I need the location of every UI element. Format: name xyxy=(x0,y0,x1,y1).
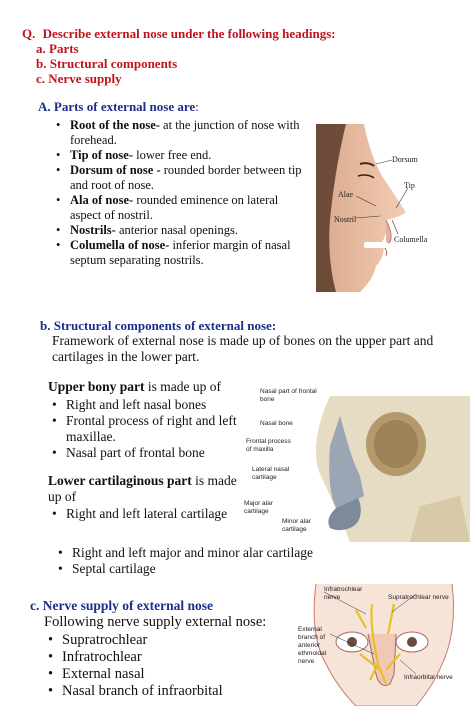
nerve-figure xyxy=(296,584,468,706)
question-prefix: Q. xyxy=(22,26,36,41)
list-item: • Right and left major and minor alar cartilage xyxy=(54,545,454,561)
lower-list xyxy=(48,506,244,522)
label-columella: Columella xyxy=(394,235,428,244)
list-item: • Root of the nose- at the junction of nose with forehead. xyxy=(52,118,310,148)
list-item: • Columella of nose- inferior margin of nasal septum separating nostrils. xyxy=(52,238,310,268)
section-c-title: c. Nerve supply of external nose xyxy=(30,598,213,613)
section-a-title: A. Parts of external nose are xyxy=(38,99,196,114)
heading-c: c. Nerve supply xyxy=(36,71,122,86)
label-nostril: Nostril xyxy=(334,215,357,224)
nerve-list xyxy=(44,632,294,700)
skull-figure xyxy=(240,388,470,542)
label-infraorbital: Infraorbital nerve xyxy=(404,674,453,681)
lower-heading: Lower cartilaginous part xyxy=(48,473,192,488)
list-item: • Tip of nose- lower free end. xyxy=(52,148,310,163)
list-item: • External nasal xyxy=(44,666,294,683)
label-major-alar: Major alar cartilage xyxy=(244,500,273,515)
list-item: • Nasal branch of infraorbital xyxy=(44,683,294,700)
section-a-title-row xyxy=(38,99,199,115)
list-item: • Right and left nasal bones xyxy=(48,397,238,413)
label-nasal-part-frontal: Nasal part of frontal bone xyxy=(260,388,317,403)
lower-suffix: is made up of xyxy=(48,473,237,504)
parts-list xyxy=(52,118,310,268)
label-alae: Alae xyxy=(338,190,354,199)
section-b-title: b. Structural components of external nose: xyxy=(40,318,277,333)
section-c-intro: Following nerve supply external nose: xyxy=(44,614,267,630)
list-item: • Infratrochlear xyxy=(44,649,294,666)
list-item: • Nasal part of frontal bone xyxy=(48,445,238,461)
question-block xyxy=(22,26,462,86)
upper-bony-block xyxy=(48,379,238,461)
label-supratrochlear: Supratrochlear nerve xyxy=(388,594,449,601)
section-a-colon: : xyxy=(195,99,199,114)
list-item: • Ala of nose- rounded eminence on lateral aspect of nostril. xyxy=(52,193,310,223)
label-minor-alar: Minor alar cartilage xyxy=(282,518,311,533)
list-item: • Dorsum of nose - rounded border between tip and root of nose. xyxy=(52,163,310,193)
nose-profile-figure xyxy=(316,124,462,292)
list-item: • Nostrils- anterior nasal openings. xyxy=(52,223,310,238)
list-item: • Right and left lateral cartilage xyxy=(48,506,244,522)
list-item: • Supratrochlear xyxy=(44,632,294,649)
question-text: Describe external nose under the following headings: xyxy=(42,26,336,41)
label-infratrochlear: Infratrochlear nerve xyxy=(324,586,363,601)
label-nasal-bone: Nasal bone xyxy=(260,420,293,427)
heading-b: b. Structural components xyxy=(36,56,178,71)
heading-a: a. Parts xyxy=(36,41,79,56)
label-external-branch: External branch of anterior ethmoidal nerve xyxy=(298,626,327,665)
cartilage-list xyxy=(54,545,454,577)
upper-heading: Upper bony part xyxy=(48,379,145,394)
list-item: • Frontal process of right and left maxillae. xyxy=(48,413,238,445)
upper-list xyxy=(48,397,238,461)
section-b-intro: Framework of external nose is made up of bones on the upper part and cartilages in the lower part. xyxy=(52,333,434,364)
upper-suffix: is made up of xyxy=(144,379,222,394)
question-line xyxy=(22,26,462,41)
list-item: • Septal cartilage xyxy=(54,561,454,577)
label-frontal-process: Frontal process of maxilla xyxy=(246,438,291,453)
label-dorsum: Dorsum xyxy=(392,155,418,164)
lower-cartilage-block xyxy=(48,473,244,522)
label-lateral-cartilage: Lateral nasal cartilage xyxy=(252,466,290,481)
label-tip: Tip xyxy=(404,181,415,190)
